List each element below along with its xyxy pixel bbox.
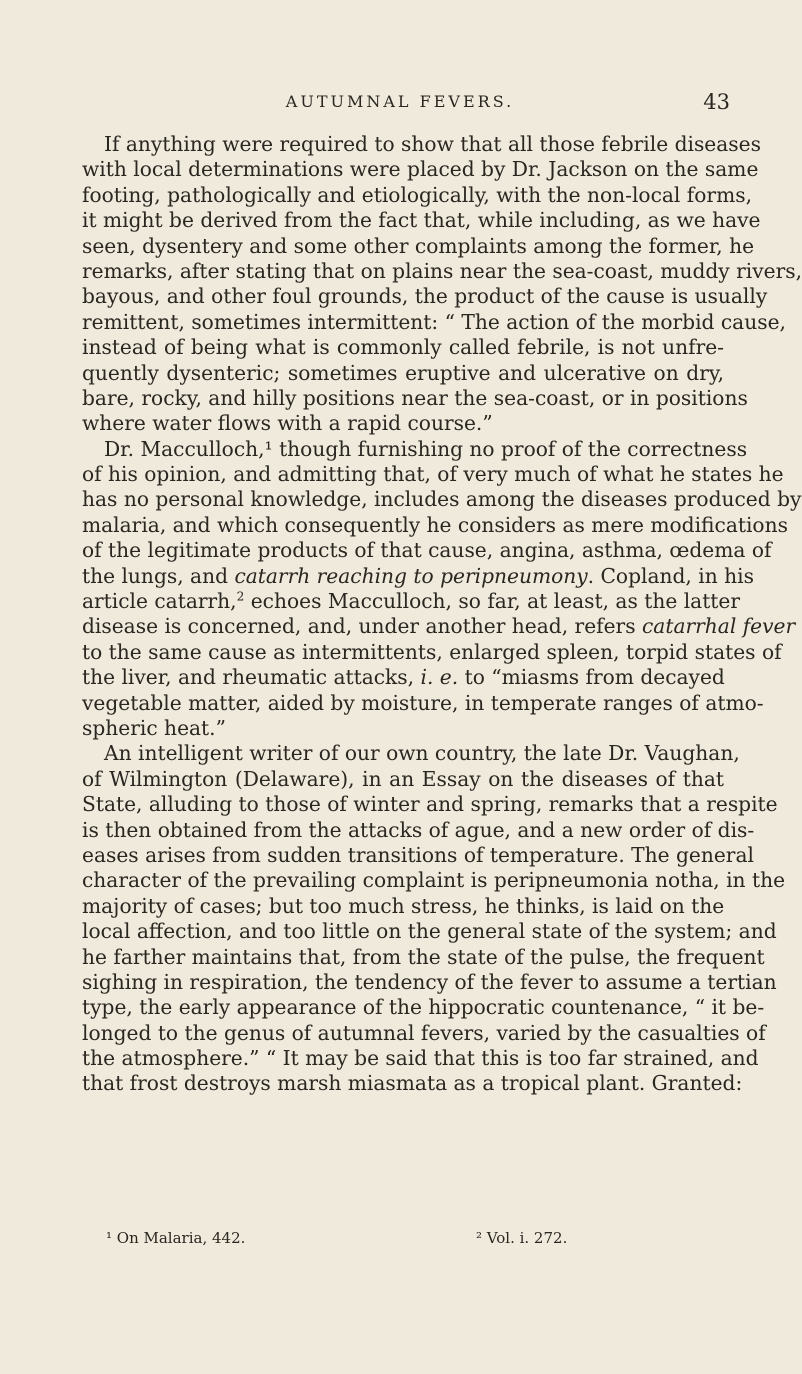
text-line: of Wilmington (Delaware), in an Essay on the diseases of that — [82, 766, 724, 791]
text-line: footing, pathologically and etiologically, with the non-local forms, — [82, 182, 752, 207]
text-line: longed to the genus of autumnal fevers, varied by the casualties of — [82, 1020, 766, 1045]
italic-run: reaching to — [316, 563, 434, 588]
text-line: bayous, and other foul grounds, the product of the cause is usually — [82, 284, 768, 309]
text-line: seen, dysentery and some other complaints among the former, he — [82, 233, 755, 258]
italic-run: catarrhal fever — [642, 614, 796, 639]
text-line: it might be derived from the fact that, while including, as we have — [82, 208, 761, 233]
text-line: with local determinations were placed by Dr. Jackson on the same — [82, 157, 759, 182]
text-line: has no personal knowledge, includes among the diseases produced by — [82, 487, 802, 512]
text-run: disease is concerned, and, under another head, refers — [82, 614, 636, 639]
italic-run: peripneumony — [440, 563, 588, 588]
italic-run: catarrh — [234, 563, 311, 588]
text-line: spheric heat.” — [82, 715, 226, 740]
text-line: he farther maintains that, from the state of the pulse, the frequent — [82, 944, 765, 969]
text-line-mixed — [82, 665, 724, 690]
text-line-mixed — [82, 563, 754, 589]
text-line: bare, rocky, and hilly positions near the sea-coast, or in positions — [82, 385, 748, 410]
body-text — [82, 132, 802, 1097]
text-line: sighing in respiration, the tendency of the fever to assume a tertian — [82, 969, 777, 994]
text-line-mixed — [82, 589, 741, 614]
text-line: of the legitimate products of that cause, angina, asthma, œdema of — [82, 538, 772, 563]
text-line: of his opinion, and admitting that, of very much of what he states he — [82, 462, 784, 487]
text-line: State, alluding to those of winter and spring, remarks that a respite — [82, 792, 778, 817]
text-line: majority of cases; but too much stress, he thinks, is laid on the — [82, 893, 725, 918]
text-run: echoes Macculloch, so far, at least, as the latter — [250, 589, 741, 614]
text-line: remittent, sometimes intermittent: “ The action of the morbid cause, — [82, 309, 786, 334]
footnote-1: ¹ On Malaria, 442. — [106, 1229, 246, 1247]
text-line: vegetable matter, aided by moisture, in temperate ranges of atmo- — [82, 690, 764, 715]
text-run: article catarrh, — [82, 589, 237, 614]
text-line-mixed — [82, 614, 796, 639]
text-line: instead of being what is commonly called febrile, is not unfre- — [82, 335, 724, 360]
text-line: eases arises from sudden transitions of temperature. The general — [82, 842, 754, 867]
text-line: malaria, and which consequently he considers as mere modifications — [82, 512, 788, 537]
text-line: that frost destroys marsh miasmata as a tropical plant. Granted: — [82, 1071, 743, 1096]
text-line: If anything were required to show that all those febrile diseases — [104, 132, 761, 156]
running-head: AUTUMNAL FEVERS. — [285, 92, 515, 111]
text-line: type, the early appearance of the hippocratic countenance, “ it be- — [82, 995, 765, 1020]
text-run: the liver, and rheumatic attacks, — [82, 665, 415, 690]
text-line: to the same cause as intermittents, enlarged spleen, torpid states of — [82, 639, 782, 664]
text-run: the lungs, and — [82, 563, 229, 588]
text-line: character of the prevailing complaint is peripneumonia notha, in the — [82, 868, 786, 893]
text-line: An intelligent writer of our own country, the late Dr. Vaughan, — [104, 741, 740, 766]
text-line: local affection, and too little on the general state of the system; and — [82, 919, 777, 944]
footnote-marker: 2 — [236, 589, 245, 604]
text-line: Dr. Macculloch,¹ though furnishing no proof of the correctness — [104, 436, 748, 461]
page-header — [70, 90, 730, 116]
text-run: . Copland, in his — [587, 563, 754, 588]
italic-run: i. e. — [420, 665, 459, 690]
text-line: the atmosphere.” “ It may be said that this is too far strained, and — [82, 1046, 759, 1071]
text-line: remarks, after stating that on plains near the sea-coast, muddy rivers, — [82, 258, 802, 283]
page-number: 43 — [703, 90, 730, 114]
text-line: is then obtained from the attacks of ague, and a new order of dis- — [82, 817, 755, 842]
footnote-2: ² Vol. i. 272. — [476, 1229, 568, 1247]
text-line: where water flows with a rapid course.” — [82, 411, 493, 436]
text-line: quently dysenteric; sometimes eruptive and ulcerative on dry, — [82, 360, 724, 385]
text-run: to “miasms from decayed — [464, 665, 725, 690]
